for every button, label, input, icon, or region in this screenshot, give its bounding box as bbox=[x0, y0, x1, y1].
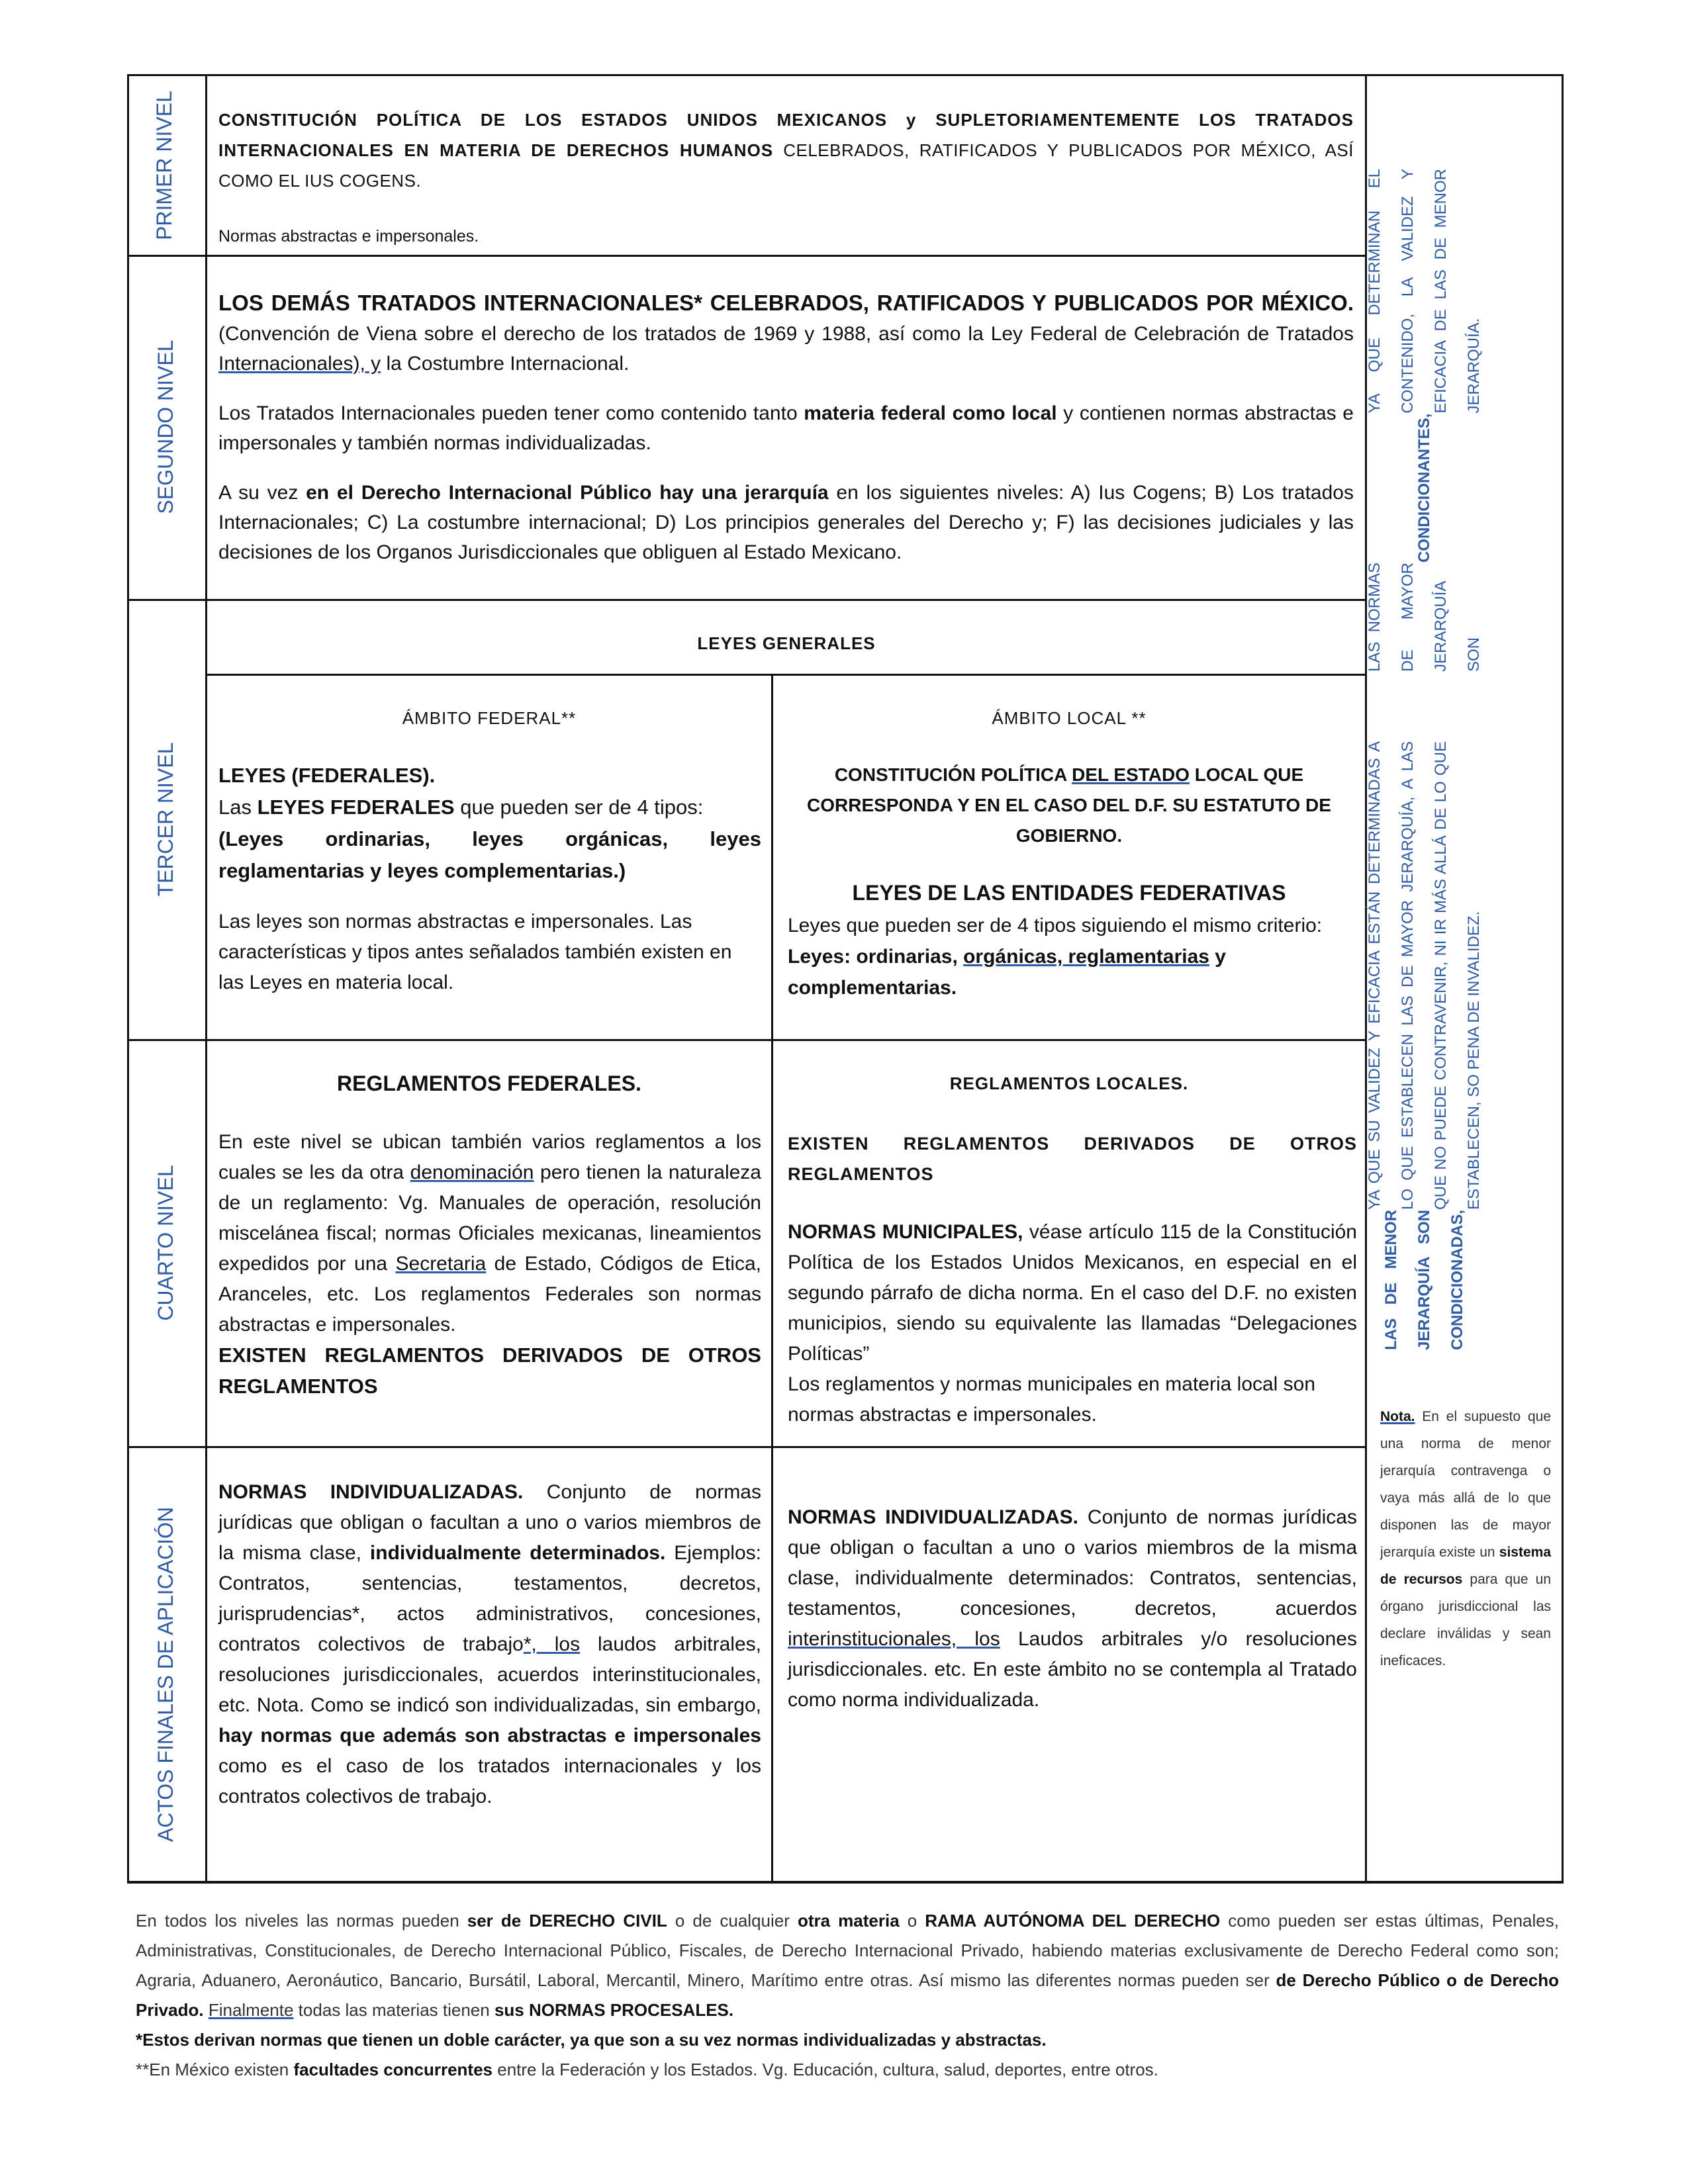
divider bbox=[127, 1039, 1367, 1041]
level-label-actos: ACTOS FINALES DE APLICACIÓN bbox=[154, 1506, 177, 1843]
side-nota: Nota. En el supuesto que una norma de menor jerarquía contravenga o vaya más allá de lo que disponen las de mayor jerarquía existe un sistema de recursos para que un órgano jurisdiccional las declare inválidas y sean ineficaces. bbox=[1380, 1409, 1551, 1668]
segundo-nivel-text: LOS DEMÁS TRATADOS INTERNACIONALES* CELEBRADOS, RATIFICADOS Y PUBLICADOS POR MÉXICO. (Convención de Viena sobre el derecho de los tratados de 1969 y 1988, así como la Ley Federal de Celebración de Tratados Internacionales), y la Costumbre Internacional. Los Tratados Internacionales pueden tener como contenido tanto materia federal como local y contienen normas abstractas e impersonales y también normas individualizadas. A su vez en el Derecho Internacional Público hay una jerarquía en los siguientes niveles: A) Ius Cogens; B) Los tratados Internacionales; C) La costumbre internacional; D) Los principios generales del Derecho y; F) las decisiones judiciales y las decisiones de los Organos Jurisdiccionales que obliguen al Estado Mexicano. bbox=[218, 291, 1354, 563]
leyes-entidades-text: Leyes que pueden ser de 4 tipos siguiendo el mismo criterio: Leyes: ordinarias, orgánicas, reglamentarias y complementarias. bbox=[788, 915, 1323, 999]
actos-federal-text: NORMAS INDIVIDUALIZADAS. Conjunto de normas jurídicas que obligan o facultan a uno o varios miembros de la misma clase, individualmente determinados. Ejemplos: Contratos, sentencias, testamentos, decretos, jurisprudencias*, actos administrativos, concesiones, contratos colectivos de trabajo*, los laudos arbitrales, resoluciones jurisdiccionales, acuerdos interinstitucionales, etc. Nota. Como se indicó son individualizadas, sin embargo, hay normas que además son abstractas e impersonales como es el caso de los tratados internacionales y los contratos colectivos de trabajo. bbox=[218, 1481, 761, 1807]
footer-notes: En todos los niveles las normas pueden ser de DERECHO CIVIL o de cualquier otra materia o RAMA AUTÓNOMA DEL DERECHO como pueden ser estas últimas, Penales, Administrativas, Constitucionales, de Derecho Internacional Público, Fiscales, de Derecho Internacional Privado, habiendo materias exclusivamente de Derecho Federal como son; Agraria, Aduanero, Aeronáutico, Bancario, Bursátil, Laboral, Mercantil, Minero, Marítimo entre otras. Así mismo las diferentes normas pueden ser de Derecho Público o de Derecho Privado. Finalmente todas las materias tienen sus NORMAS PROCESALES. *Estos derivan normas que tienen un doble carácter, ya que son a su vez normas individualizadas y abstractas. **En México existen facultades concurrentes entre la Federación y los Estados. Vg. Educación, cultura, salud, deportes, entre otros. bbox=[136, 1911, 1559, 2079]
reglamentos-federales-text: En este nivel se ubican también varios reglamentos a los cuales se les da otra denominación pero tienen la naturaleza de un reglamento: Vg. Manuales de operación, resolución miscelánea fiscal; normas Oficiales mexicanas, lineamientos expedidos por una Secretaria de Estado, Códigos de Etica, Aranceles, etc. Los reglamentos Federales son normas abstractas e impersonales. EXISTEN REGLAMENTOS DERIVADOS DE OTROS REGLAMENTOS bbox=[218, 1131, 761, 1398]
side-note-condicionadas: LAS DE MENOR JERARQUÍA SON CONDICIONADAS, YA QUE SU VALIDEZ Y EFICACIA ESTÁN DETERMINADAS A LO QUE ESTABLECEN LAS DE MAYOR JERARQUÍA, A LAS QUE NO PUEDE CONTRAVENIR, NI IR MÁS ALLÁ DE LO QUE ESTABLECEN, SO PENA DE INVALIDEZ. bbox=[1366, 741, 1483, 1350]
level-label-primer: PRIMER NIVEL bbox=[152, 91, 176, 240]
ambito-federal-heading: ÁMBITO FEDERAL** bbox=[402, 708, 577, 728]
reglamentos-locales-text: EXISTEN REGLAMENTOS DERIVADOS DE OTROS REGLAMENTOS NORMAS MUNICIPALES, véase artículo 115 de la Constitución Política de los Estados Unidos Mexicanos, en especial en el segundo párrafo de dicha norma. En el caso del D.F. no existen municipios, siendo su equivalente las llamadas “Delegaciones Políticas” Los reglamentos y normas municipales en materia local son normas abstractas e impersonales. bbox=[788, 1134, 1357, 1426]
divider bbox=[127, 1446, 1367, 1448]
constitucion-local-text: CONSTITUCIÓN POLÍTICA DEL ESTADO LOCAL QUE CORRESPONDA Y EN EL CASO DEL D.F. SU ESTATUTO DE GOBIERNO. bbox=[807, 764, 1331, 846]
divider bbox=[205, 674, 1367, 676]
primer-nivel-note: Normas abstractas e impersonales. bbox=[218, 227, 479, 246]
divider bbox=[127, 1882, 1564, 1884]
actos-local-text: NORMAS INDIVIDUALIZADAS. Conjunto de normas jurídicas que obligan o facultan a uno o varios miembros de la misma clase, individualmente determinados: Contratos, sentencias, testamentos, concesiones, decretos, acuerdos interinstitucionales, los Laudos arbitrales y/o resoluciones jurisdiccionales. etc. En este ámbito no se contempla al Tratado como norma individualizada. bbox=[788, 1506, 1357, 1711]
tercer-federal-text: LEYES (FEDERALES). Las LEYES FEDERALES que pueden ser de 4 tipos: (Leyes ordinarias, leyes orgánicas, leyes reglamentarias y leyes complementarias.) Las leyes son normas abstractas e impersonales. Las características y tipos antes señalados también existen en las Leyes en materia local. bbox=[218, 764, 761, 993]
divider bbox=[127, 255, 1367, 257]
ambito-local-heading: ÁMBITO LOCAL ** bbox=[992, 708, 1147, 728]
reglamentos-locales-title: REGLAMENTOS LOCALES. bbox=[949, 1073, 1189, 1093]
leyes-entidades-title: LEYES DE LAS ENTIDADES FEDERATIVAS bbox=[852, 881, 1286, 905]
leyes-generales-header: LEYES GENERALES bbox=[697, 633, 876, 653]
divider bbox=[771, 674, 773, 1883]
reglamentos-federales-title: REGLAMENTOS FEDERALES. bbox=[337, 1071, 641, 1095]
level-label-cuarto: CUARTO NIVEL bbox=[153, 1165, 177, 1321]
level-label-segundo: SEGUNDO NIVEL bbox=[153, 340, 177, 514]
side-note-condicionantes: LAS NORMAS DE MAYOR JERARQUÍA SON CONDICIONANTES, YA QUE DETERMINAN EL CONTENIDO, LA VALIDEZ Y EFICACIA DE LAS DE MENOR JERARQUÍA. bbox=[1366, 169, 1483, 672]
level-label-tercer: TERCER NIVEL bbox=[153, 742, 177, 897]
divider bbox=[127, 599, 1367, 601]
primer-nivel-text: CONSTITUCIÓN POLÍTICA DE LOS ESTADOS UNIDOS MEXICANOS y SUPLETORIAMENTEMENTE LOS TRATADOS INTERNACIONALES EN MATERIA DE DERECHOS HUMANOS CELEBRADOS, RATIFICADOS Y PUBLICADOS POR MÉXICO, ASÍ COMO EL IUS COGENS. bbox=[218, 110, 1354, 191]
divider bbox=[205, 74, 207, 1883]
